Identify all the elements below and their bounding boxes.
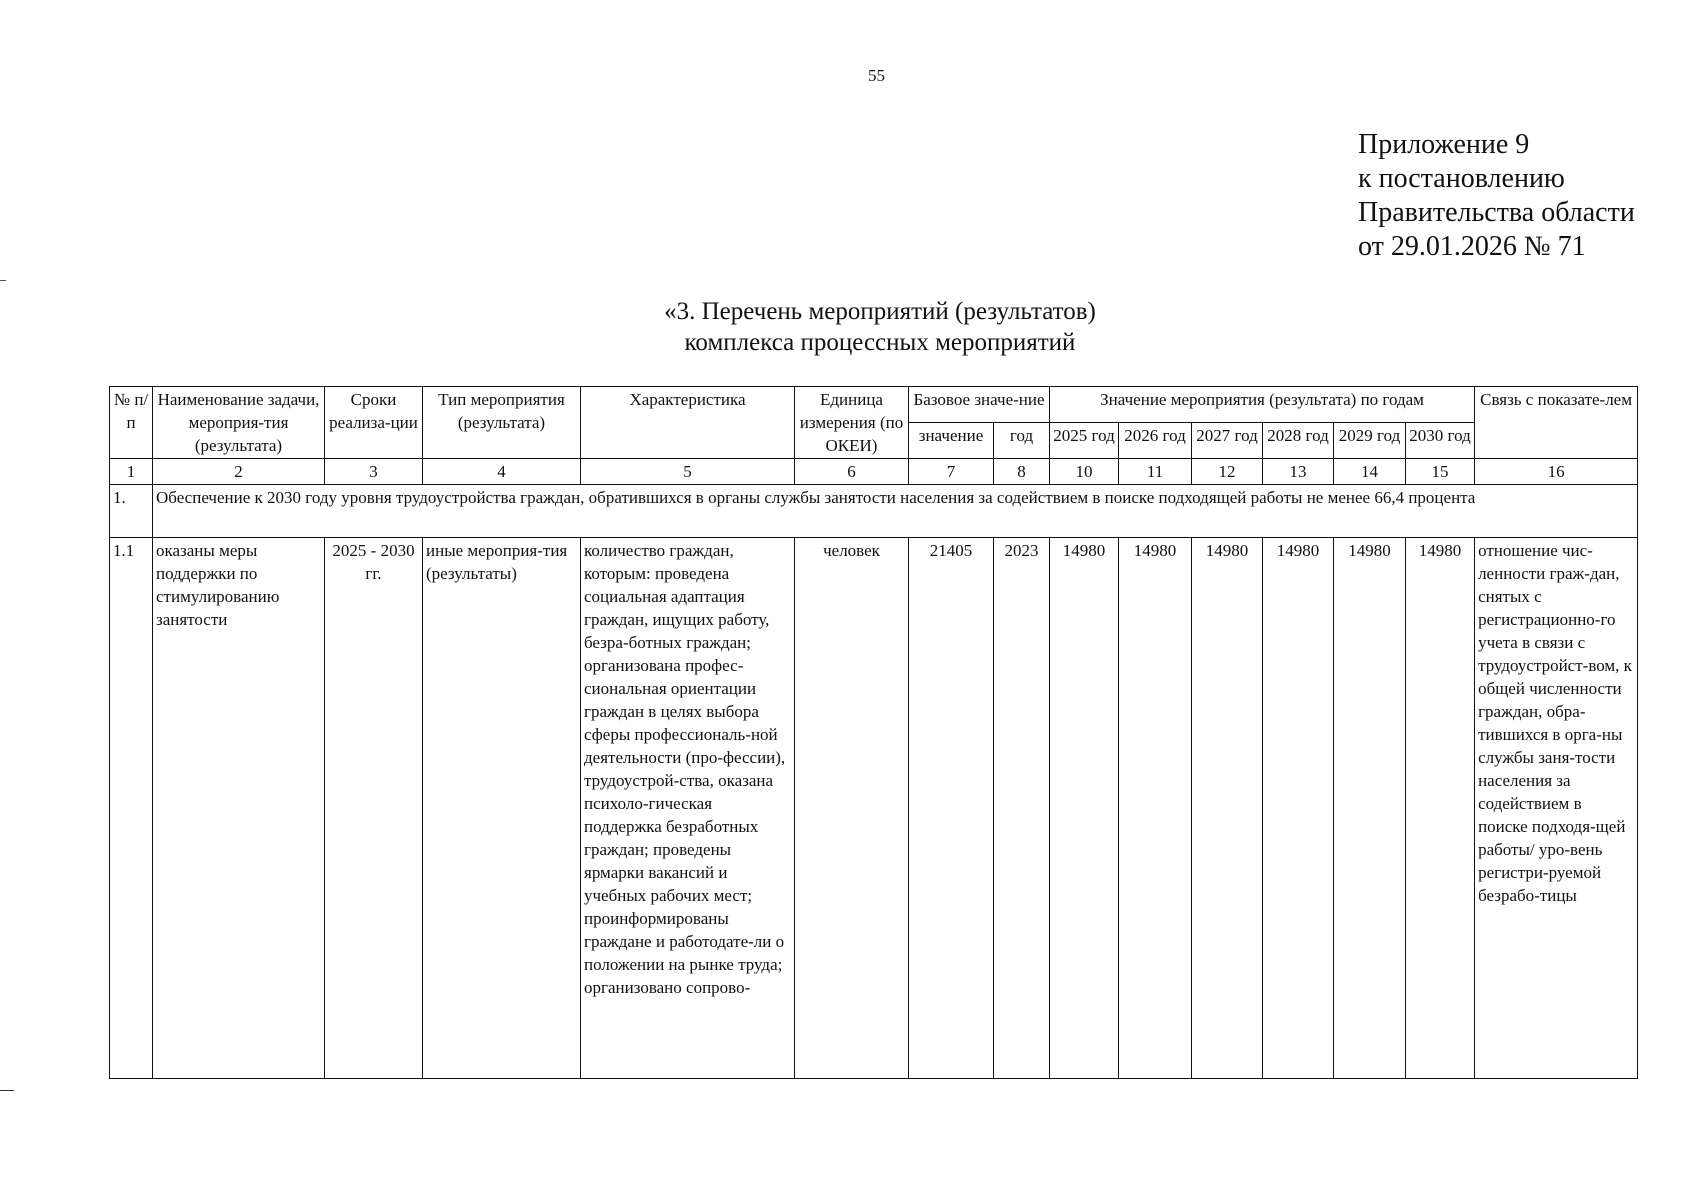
header-num: № п/п [110, 387, 153, 459]
task-text: Обеспечение к 2030 году уровня трудоустройства граждан, обратившихся в органы службы занятости населения за содействием в поиске подходящей работы не менее 66,4 процента [153, 485, 1638, 538]
measure-value-2026: 14980 [1119, 538, 1192, 1079]
measure-type: иные мероприя-тия (результаты) [423, 538, 581, 1079]
measure-num: 1.1 [110, 538, 153, 1079]
measure-base-value: 21405 [909, 538, 994, 1079]
header-years-group: Значение мероприятия (результата) по годам [1050, 387, 1475, 423]
measure-value-2030: 14980 [1406, 538, 1475, 1079]
column-numbers-row [110, 459, 1638, 485]
appendix-line: к постановлению [1358, 163, 1565, 194]
document-title [560, 296, 1200, 358]
column-number: 2 [153, 459, 325, 485]
measure-value-2027: 14980 [1192, 538, 1263, 1079]
page-number: 55 [868, 66, 885, 85]
column-number: 7 [909, 459, 994, 485]
column-number: 16 [1475, 459, 1638, 485]
header-base-year: год [994, 423, 1050, 459]
header-name: Наименование задачи, мероприя-тия (результата) [153, 387, 325, 459]
margin-mark-bottom [0, 1090, 14, 1091]
column-number: 5 [581, 459, 795, 485]
measure-link: отношение чис-ленности граж-дан, снятых с регистрационно-го учета в связи с трудоустройст-вом, к общей численности граждан, обра-тившихся в орга-ны службы заня-тости населения за содействием в поиске подходя-щей работы/ уро-вень регистри-руемой безрабо-тицы [1475, 538, 1638, 1079]
measure-terms: 2025 - 2030 гг. [325, 538, 423, 1079]
title-line: «3. Перечень мероприятий (результатов) [664, 298, 1096, 325]
measure-value-2029: 14980 [1334, 538, 1406, 1079]
header-year-2028: 2028 год [1263, 423, 1334, 459]
measure-characteristic: количество граждан, которым: проведена социальная адаптация граждан, ищущих работу, безра-ботных граждан; организована профес-сиональная ориентации граждан в целях выбора сферы профессиональ-ной деятельности (про-фессии), трудоустрой-ства, оказана психоло-гическая поддержка безработных граждан; проведены ярмарки вакансий и учебных рабочих мест; проинформированы граждане и работодате-ли о положении на рынке труда; организовано сопрово- [581, 538, 795, 1079]
title-line: комплекса процессных мероприятий [684, 329, 1076, 356]
header-base: Базовое значе-ние [909, 387, 1050, 423]
header-unit: Единица измерения (по ОКЕИ) [795, 387, 909, 459]
header-type: Тип мероприятия (результата) [423, 387, 581, 459]
measure-unit: человек [795, 538, 909, 1079]
column-number: 13 [1263, 459, 1334, 485]
appendix-line: Правительства области [1358, 197, 1635, 228]
measure-row [110, 538, 1638, 1079]
column-number: 4 [423, 459, 581, 485]
appendix-line: от 29.01.2026 № 71 [1358, 231, 1586, 262]
measures-table [109, 386, 1638, 1079]
header-base-value: значение [909, 423, 994, 459]
column-number: 10 [1050, 459, 1119, 485]
task-num: 1. [110, 485, 153, 538]
appendix-block [1358, 128, 1635, 264]
header-terms: Сроки реализа-ции [325, 387, 423, 459]
column-number: 12 [1192, 459, 1263, 485]
measure-value-2025: 14980 [1050, 538, 1119, 1079]
column-number: 3 [325, 459, 423, 485]
column-number: 15 [1406, 459, 1475, 485]
measure-value-2028: 14980 [1263, 538, 1334, 1079]
measure-name: оказаны меры поддержки по стимулированию занятости [153, 538, 325, 1079]
task-row [110, 485, 1638, 538]
header-year-2025: 2025 год [1050, 423, 1119, 459]
margin-mark [0, 280, 6, 281]
column-number: 8 [994, 459, 1050, 485]
measure-base-year: 2023 [994, 538, 1050, 1079]
appendix-line: Приложение 9 [1358, 129, 1530, 160]
column-number: 6 [795, 459, 909, 485]
header-link: Связь с показате-лем [1475, 387, 1638, 459]
column-number: 1 [110, 459, 153, 485]
header-year-2026: 2026 год [1119, 423, 1192, 459]
header-characteristic: Характеристика [581, 387, 795, 459]
column-number: 14 [1334, 459, 1406, 485]
header-year-2029: 2029 год [1334, 423, 1406, 459]
header-year-2030: 2030 год [1406, 423, 1475, 459]
column-number: 11 [1119, 459, 1192, 485]
header-year-2027: 2027 год [1192, 423, 1263, 459]
